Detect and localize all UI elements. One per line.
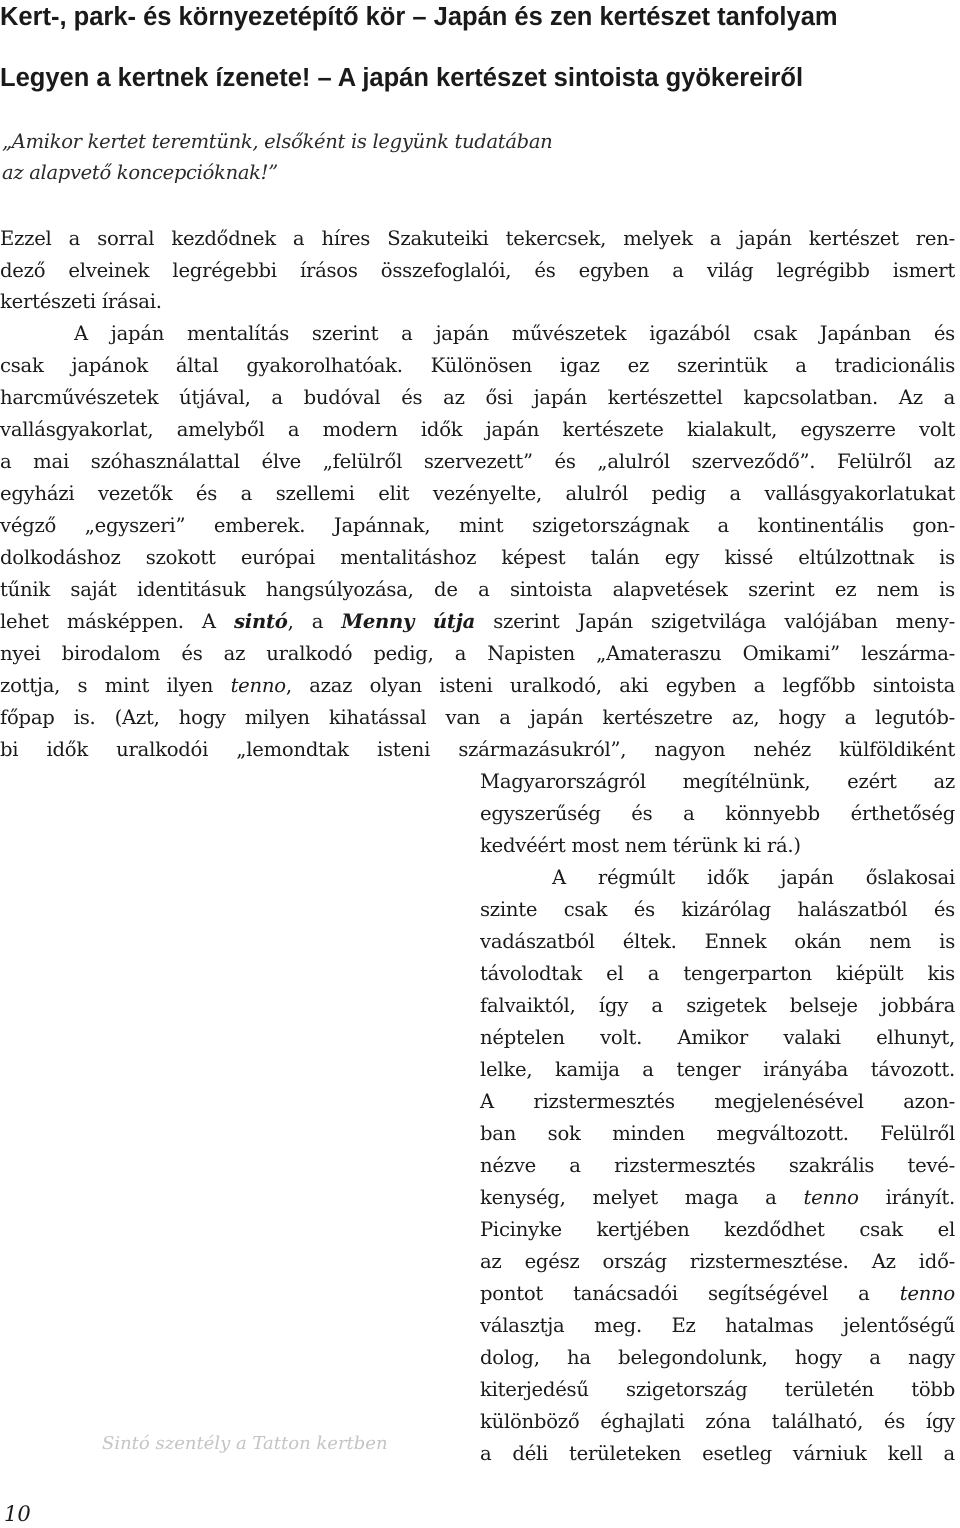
column-line: A rizstermesztés megjelenésével azon- — [480, 1090, 955, 1113]
column-line: Picinyke kertjében kezdődhet csak el — [480, 1218, 955, 1241]
motto-line: „Amikor kertet teremtünk, elsőként is legyünk tudatában — [2, 130, 553, 153]
column-line: Magyarországról megítélnünk, ezért az — [480, 770, 955, 793]
body-line: harcművészetek útjával, a budóval és az ősi japán kertészettel kapcsolatban. Az a — [0, 386, 955, 409]
page-number: 10 — [4, 1502, 31, 1526]
text-run: , azaz olyan isteni uralkodó, aki egyben a legfőbb sintoista — [285, 674, 955, 697]
column-line: néptelen volt. Amikor valaki elhunyt, — [480, 1026, 955, 1049]
column-line: különböző éghajlati zóna található, és így — [480, 1410, 955, 1433]
column-line: dolog, ha belegondolunk, hogy a nagy — [480, 1346, 955, 1369]
body-line: dező elveinek legrégebbi írásos összefoglalói, és egyben a világ legrégibb ismert — [0, 259, 955, 282]
article-title: Legyen a kertnek ízenete! – A japán kertészet sintoista gyökereiről — [0, 64, 804, 92]
body-line — [0, 670, 955, 702]
body-line: főpap is. (Azt, hogy milyen kihatással van a japán kertészetre az, hogy a legutób- — [0, 706, 955, 729]
body-line: a mai szóhasználattal élve „felülről szervezett” és „alulról szerveződő”. Felülről az — [0, 450, 955, 473]
body-line: dolkodáshoz szokott európai mentalitáshoz képest talán egy kissé eltúlzottnak is — [0, 546, 955, 569]
body-line: tűnik saját identitásuk hangsúlyozása, de a sintoista alapvetések szerint ez nem is — [0, 578, 955, 601]
emphasis-tenno: tenno — [899, 1282, 955, 1305]
text-run: zottja, s mint ilyen — [0, 674, 214, 697]
column-line — [480, 1278, 955, 1310]
body-line — [0, 606, 955, 638]
text-run: irányít. — [885, 1186, 955, 1209]
column-line: A régmúlt idők japán őslakosai — [552, 866, 955, 889]
emphasis-menny-utja: Menny útja — [341, 610, 476, 633]
column-line: a déli területeken esetleg várniuk kell a — [480, 1442, 955, 1465]
article-motto — [2, 126, 762, 188]
body-line: A japán mentalítás szerint a japán művészetek igazából csak Japánban és — [74, 322, 955, 345]
emphasis-tenno: tenno — [803, 1186, 859, 1209]
column-line: az egész ország rizstermesztése. Az idő- — [480, 1250, 955, 1273]
column-line: egyszerűség és a könnyebb érthetőség — [480, 802, 955, 825]
body-line: Ezzel a sorral kezdődnek a híres Szakuteiki tekercsek, melyek a japán kertészet ren- — [0, 227, 955, 250]
body-line: csak japánok által gyakorolhatóak. Különösen igaz ez szerintük a tradicionális — [0, 354, 955, 377]
body-line: kertészeti írásai. — [0, 290, 162, 313]
column-line: szinte csak és kizárólag halászatból és — [480, 898, 955, 921]
text-run: lehet másképpen. — [0, 610, 184, 633]
body-line: vallásgyakorlat, amelyből a modern idők japán kertészete kialakult, egyszerre volt — [0, 418, 955, 441]
body-line: bi idők uralkodói „lemondtak isteni származásukról”, nagyon nehéz külföldiként — [0, 738, 955, 761]
column-line: vadászatból éltek. Ennek okán nem is — [480, 930, 955, 953]
column-line: kiterjedésű szigetország területén több — [480, 1378, 955, 1401]
column-line: kedvéért most nem térünk ki rá.) — [480, 834, 801, 857]
column-line: ban sok minden megváltozott. Felülről — [480, 1122, 955, 1145]
motto-line: az alapvető koncepcióknak!” — [2, 161, 278, 184]
emphasis-tenno: tenno — [230, 674, 286, 697]
text-run: pontot tanácsadói segítségével a — [480, 1282, 870, 1305]
column-line — [480, 1182, 955, 1214]
emphasis-sinto: sintó — [233, 610, 288, 633]
body-line: nyei birodalom és az uralkodó pedig, a Napisten „Amateraszu Omikami” leszárma- — [0, 642, 955, 665]
column-line: nézve a rizstermesztés szakrális tevé- — [480, 1154, 955, 1177]
text-run: szerint Japán szigetvilága valójában meny- — [493, 610, 955, 633]
column-line: lelke, kamija a tenger irányába távozott. — [480, 1058, 955, 1081]
figure-caption: Sintó szentély a Tatton kertben — [102, 1433, 388, 1454]
column-line: falvaiktól, így a szigetek belseje jobbára — [480, 994, 955, 1017]
text-run: kenység, melyet maga a — [480, 1186, 777, 1209]
body-line: végző „egyszeri” emberek. Japánnak, mint szigetországnak a kontinentális gon- — [0, 514, 955, 537]
text-run: , a — [287, 610, 324, 633]
header-title: Kert-, park- és környezetépítő kör – Japán és zen kertészet tanfolyam — [0, 3, 838, 31]
column-line: választja meg. Ez hatalmas jelentőségű — [480, 1314, 955, 1337]
body-line: egyházi vezetők és a szellemi elit vezényelte, alulról pedig a vallásgyakorlatukat — [0, 482, 955, 505]
text-run: A — [201, 610, 216, 633]
column-line: távolodtak el a tengerparton kiépült kis — [480, 962, 955, 985]
